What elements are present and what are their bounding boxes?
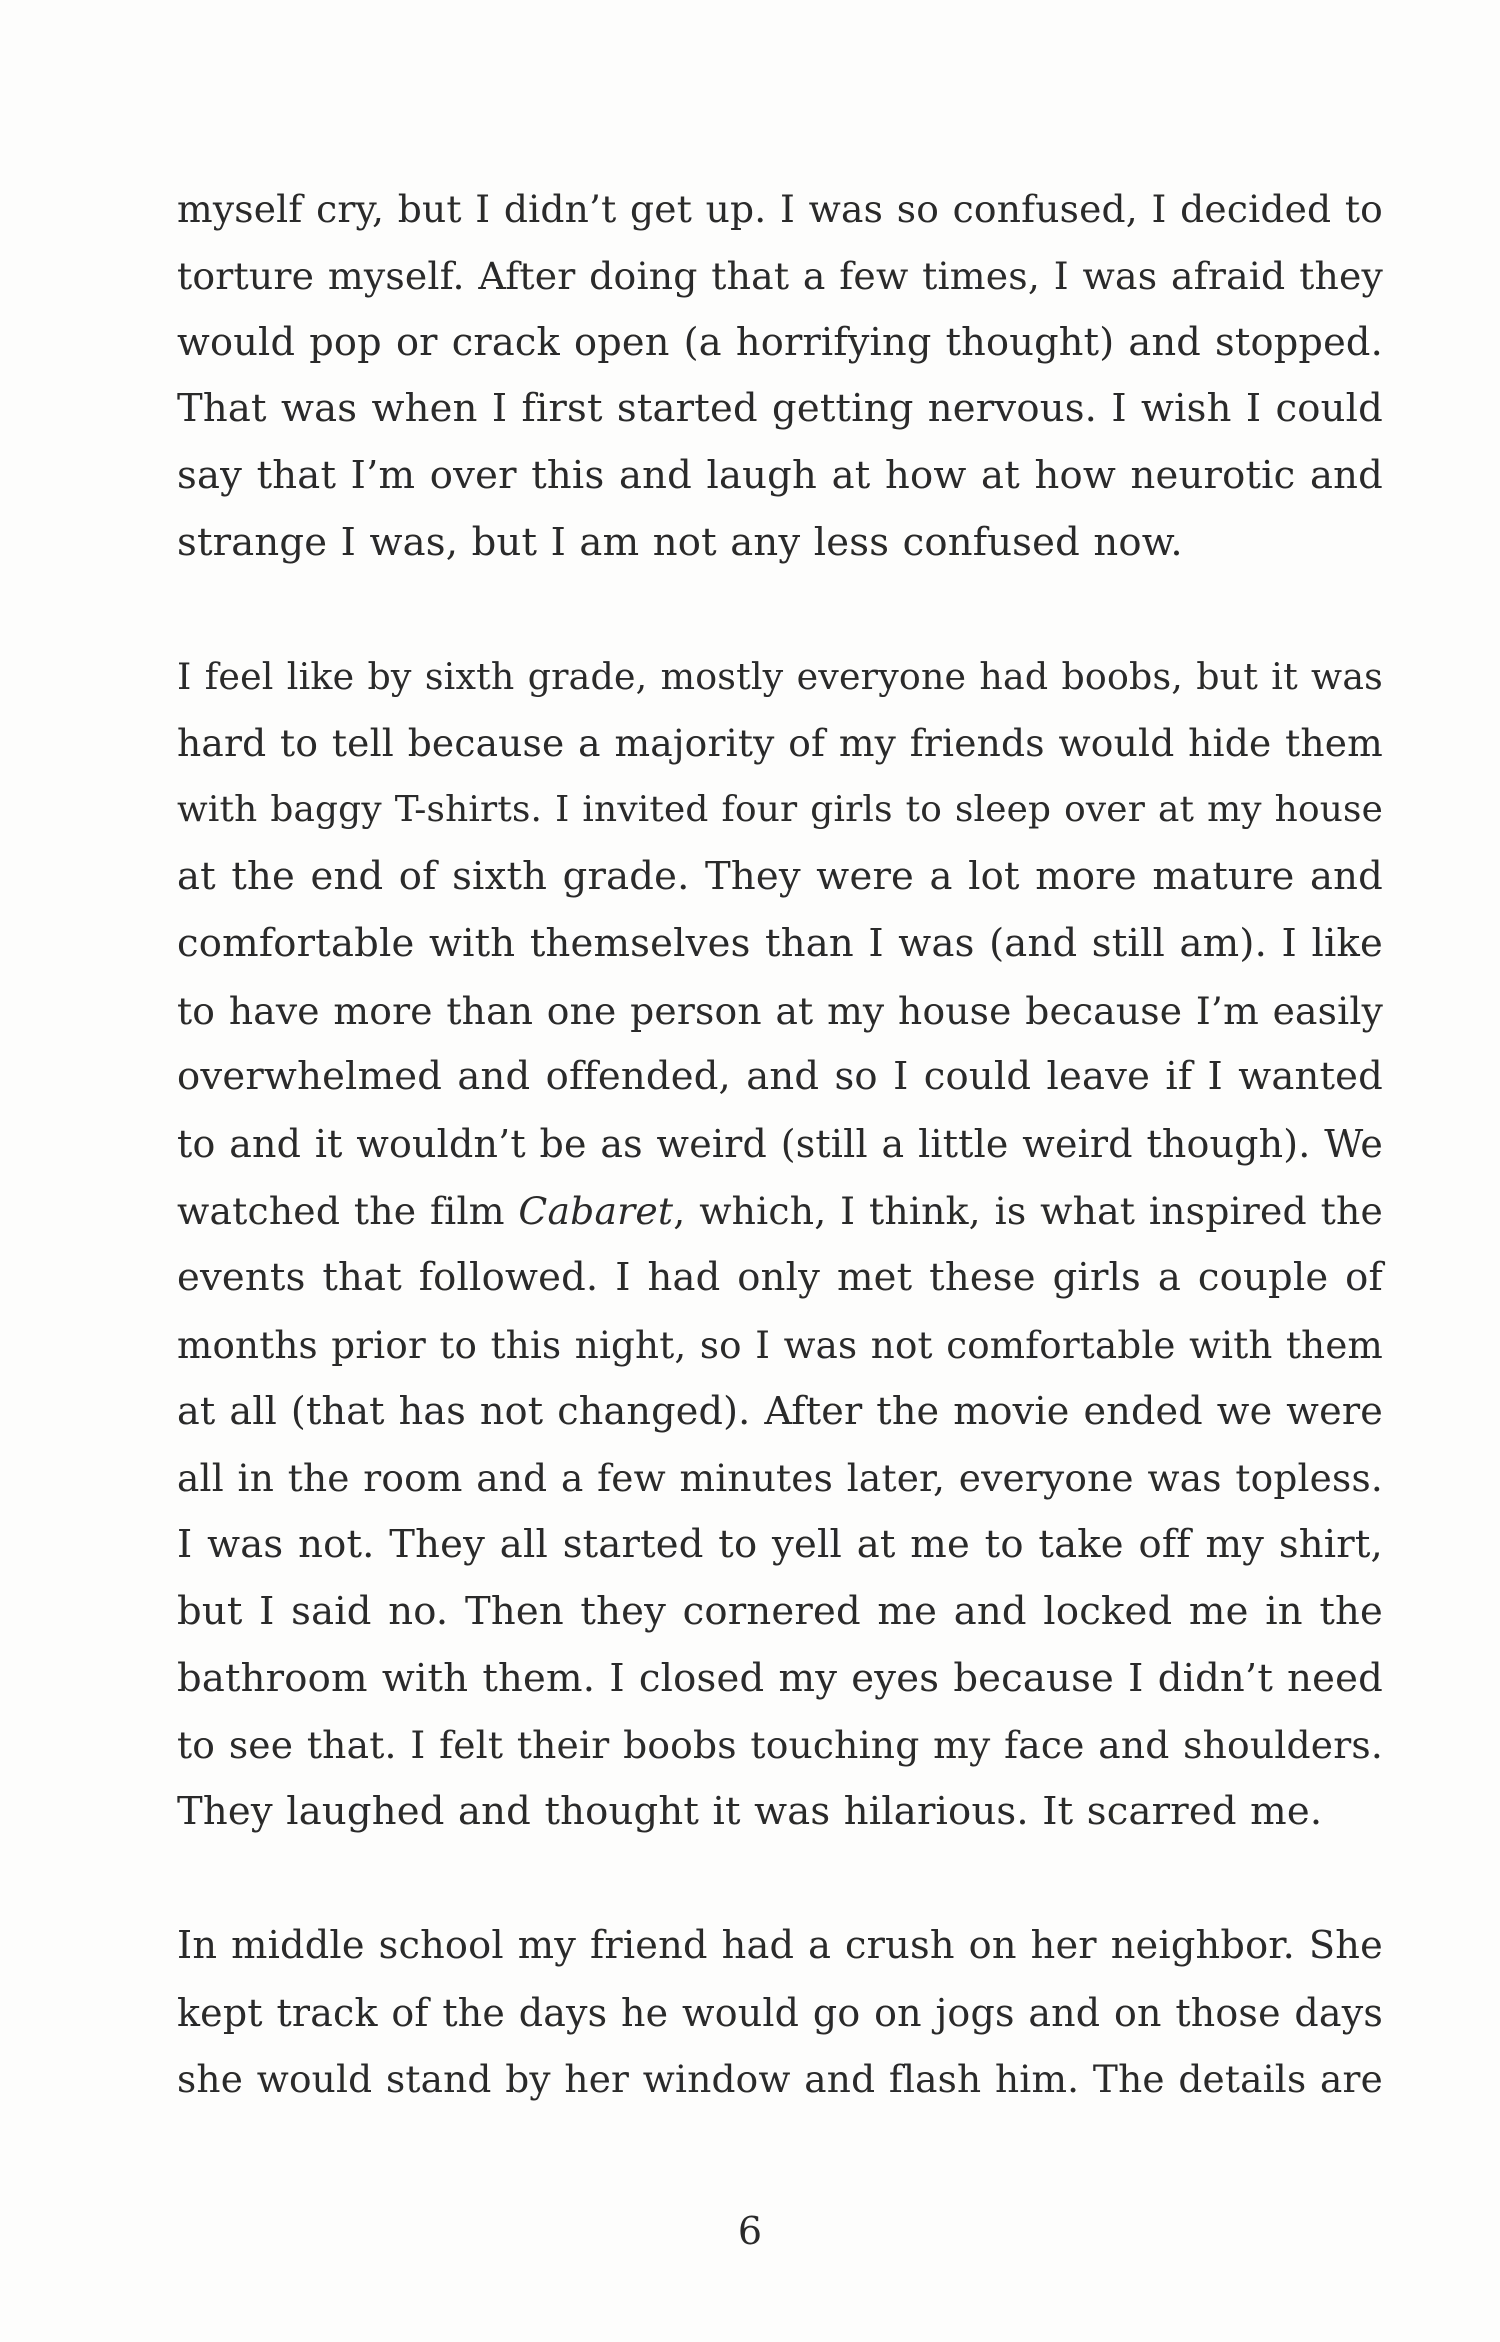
text-line: months prior to this night, so I was not comfortable with them: [177, 1322, 1383, 1367]
paragraph-2: [177, 644, 1383, 1846]
text-line: with baggy T-shirts. I invited four girls to sleep over at my house: [177, 789, 1383, 831]
text-line: she would stand by her window and flash him. The details are: [177, 2057, 1383, 2102]
line-end: , which, I think, is what inspired the: [673, 1188, 1383, 1233]
text-line: to and it wouldn’t be as weird (still a little weird though). We: [177, 1122, 1383, 1167]
text-line: say that I’m over this and laugh at how at how neurotic and: [177, 453, 1383, 499]
page-number: 6: [737, 2209, 763, 2253]
film-title: Cabaret: [518, 1188, 674, 1233]
text-line: That was when I first started getting nervous. I wish I could: [177, 386, 1383, 432]
text-line: events that followed. I had only met these girls a couple of: [177, 1254, 1383, 1300]
text-line: to see that. I felt their boobs touching my face and shoulders.: [177, 1723, 1383, 1768]
text-line: bathroom with them. I closed my eyes because I didn’t need: [177, 1655, 1383, 1701]
text-line: I was not. They all started to yell at me to take off my shirt,: [177, 1521, 1383, 1567]
text-line: In middle school my friend had a crush on her neighbor. She: [177, 1922, 1383, 1968]
text-line: at the end of sixth grade. They were a lot more mature and: [177, 853, 1383, 899]
paragraph-1: [177, 176, 1383, 577]
text-line: strange I was, but I am not any less confused now.: [177, 519, 1183, 565]
text-line-with-title: [177, 1178, 1383, 1245]
text-line: torture myself. After doing that a few times, I was afraid they: [177, 253, 1383, 298]
text-line: hard to tell because a majority of my friends would hide them: [177, 721, 1383, 766]
text-line: kept track of the days he would go on jogs and on those days: [177, 1990, 1383, 2035]
text-line: to have more than one person at my house because I’m easily: [177, 988, 1383, 1033]
text-line: comfortable with themselves than I was (and still am). I like: [177, 920, 1383, 966]
text-line: They laughed and thought it was hilarious. It scarred me.: [177, 1789, 1323, 1835]
text-line: myself cry, but I didn’t get up. I was so confused, I decided to: [177, 187, 1383, 231]
paragraph-3: [177, 1913, 1383, 2113]
text-line: all in the room and a few minutes later, everyone was topless.: [177, 1456, 1383, 1501]
text-line: at all (that has not changed). After the movie ended we were: [177, 1389, 1383, 1434]
text-line: overwhelmed and offended, and so I could leave if I wanted: [177, 1054, 1383, 1100]
text-line: but I said no. Then they cornered me and locked me in the: [177, 1588, 1383, 1634]
text-line: would pop or crack open (a horrifying thought) and stopped.: [177, 319, 1383, 365]
line-start: watched the film: [177, 1188, 519, 1233]
body-text: [177, 176, 1383, 2113]
text-line: I feel like by sixth grade, mostly everyone had boobs, but it was: [177, 654, 1383, 698]
